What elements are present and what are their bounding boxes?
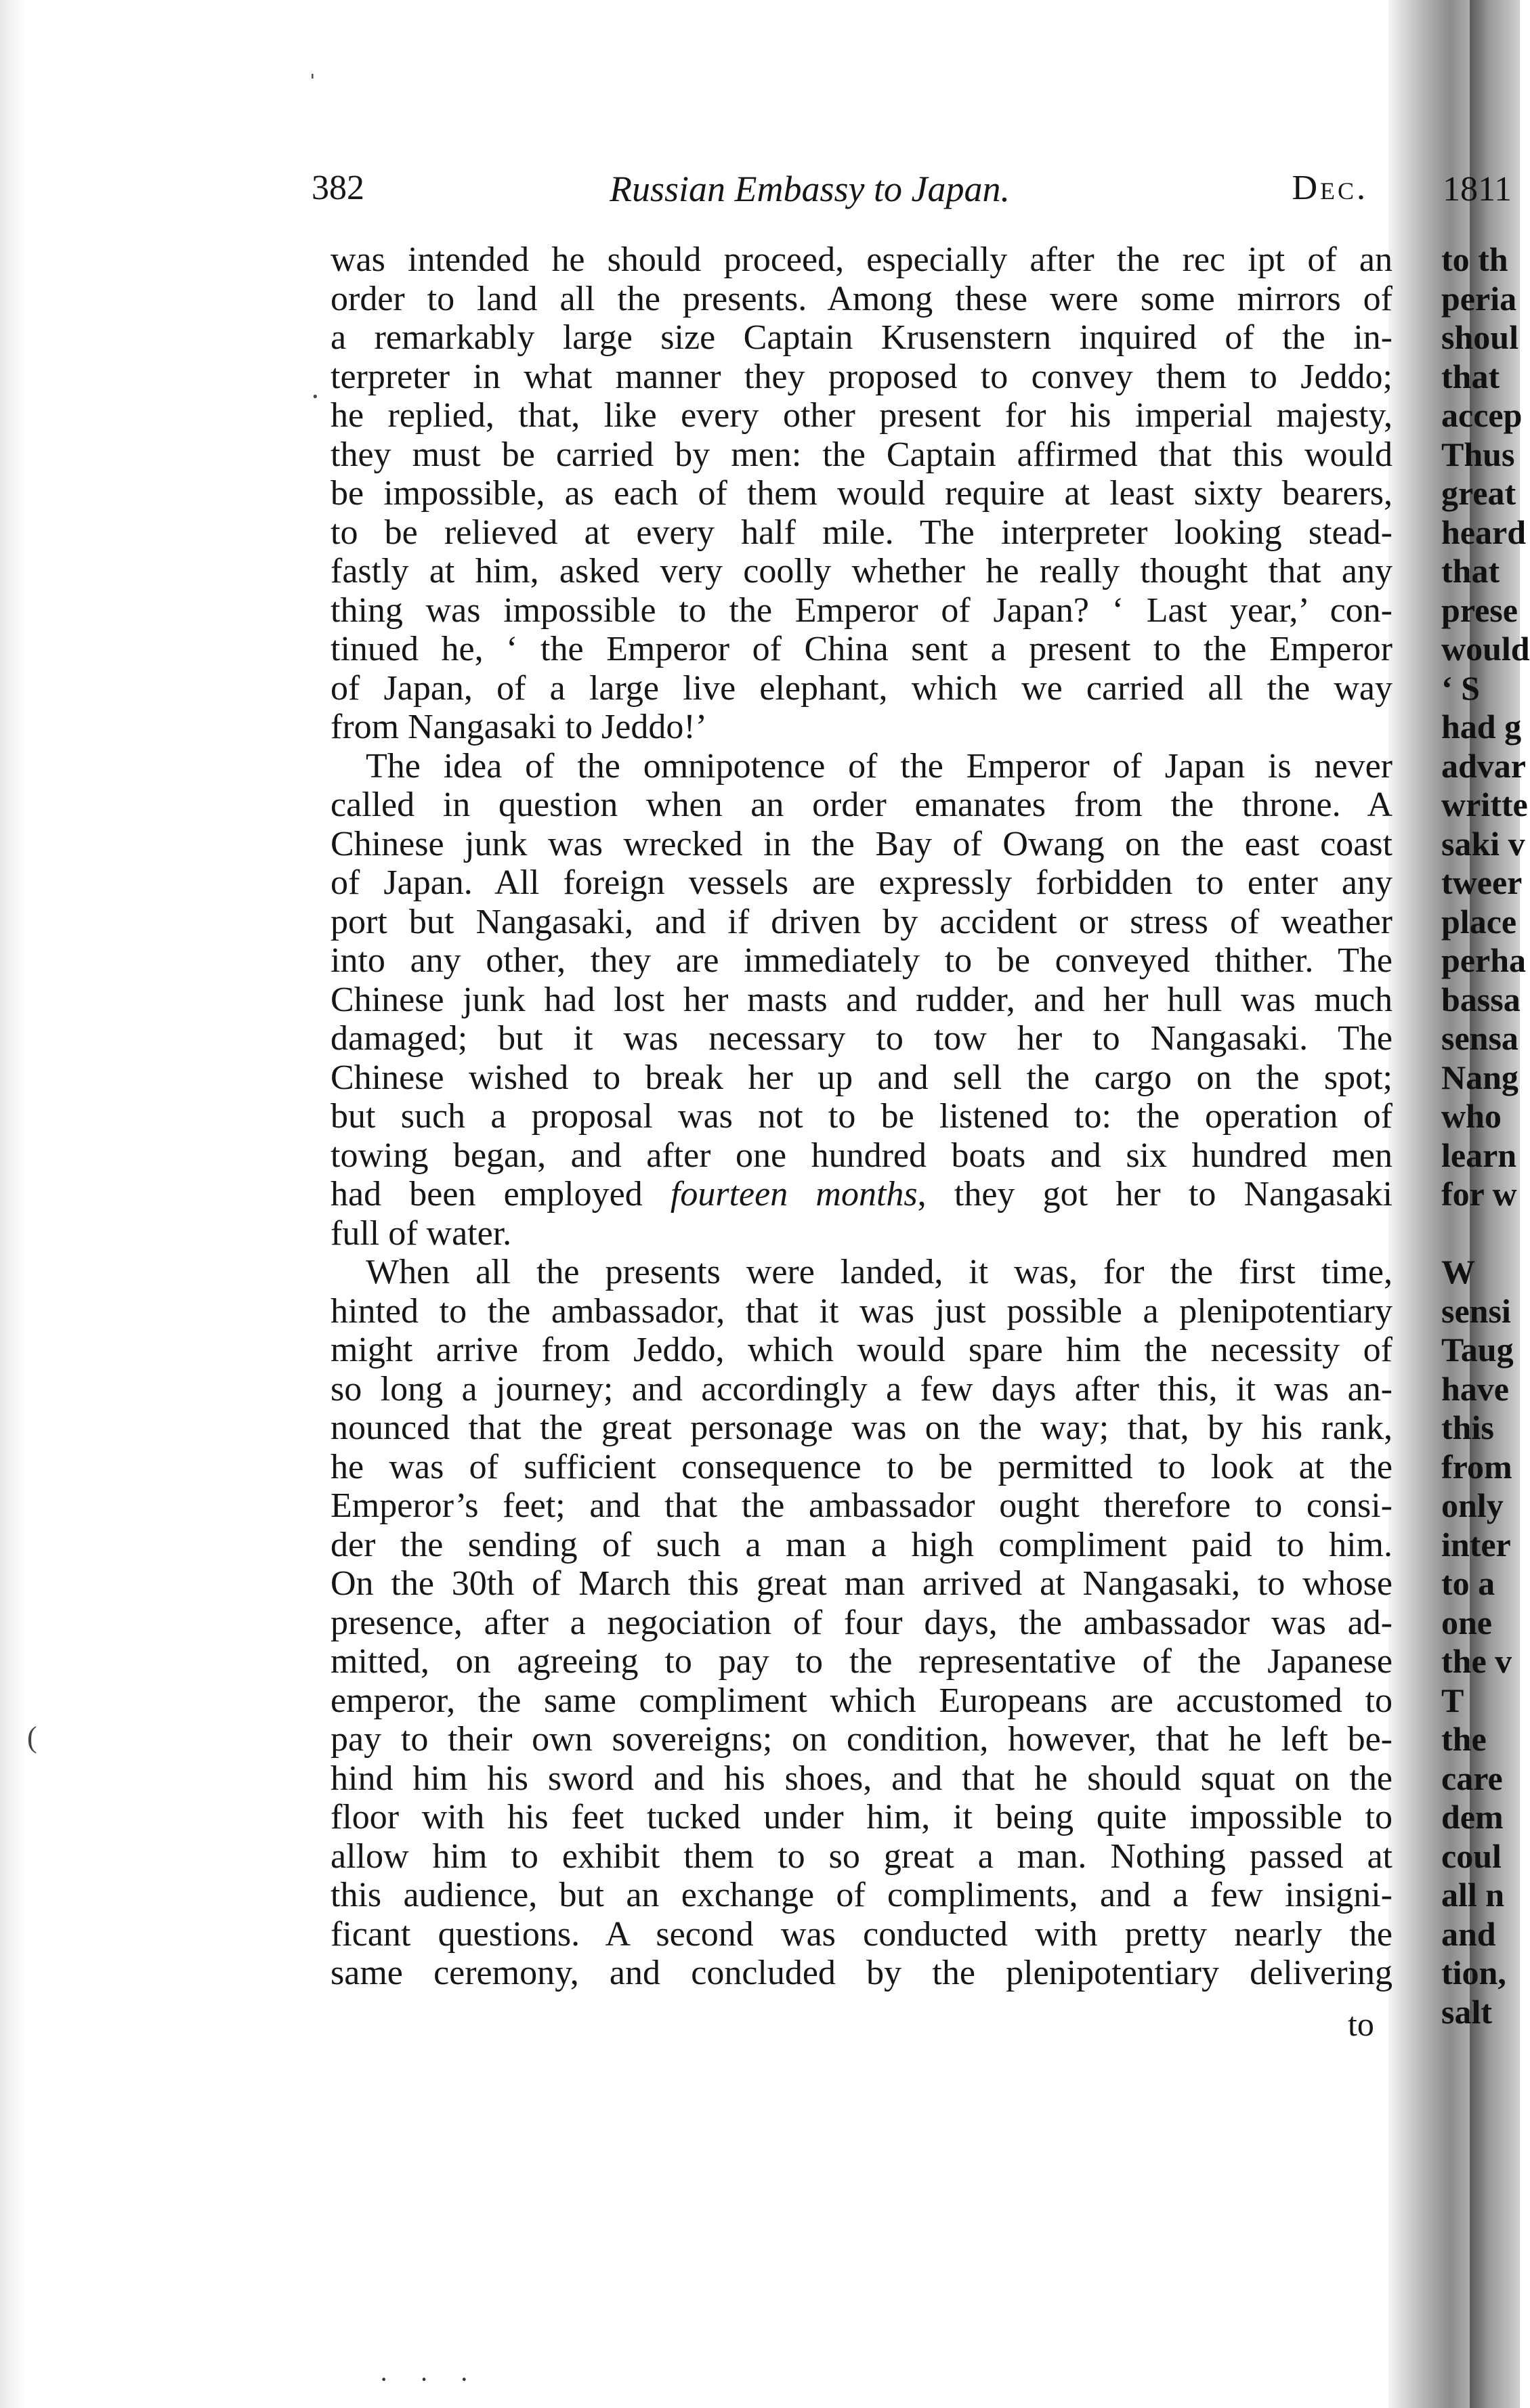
text-line: towing began, and after one hundred boats and six hundred men: [331, 1136, 1393, 1175]
text-line: Chinese junk was wrecked in the Bay of Owang on the east coast: [331, 824, 1393, 863]
facing-page-line: prese: [1441, 590, 1518, 629]
facing-page-line: this: [1441, 1409, 1494, 1446]
facing-page-line: Thus: [1441, 435, 1515, 473]
text-line: but such a proposal was not to be listened to: the operation of: [331, 1097, 1393, 1136]
paragraph-3: [331, 1253, 1393, 1993]
body-text: [331, 240, 1393, 1993]
catchword: to: [1348, 2005, 1374, 2043]
margin-dot-mark: ·: [310, 380, 320, 413]
text-line: this audience, but an exchange of compliments, and a few insigni-: [331, 1876, 1393, 1914]
text-line: Emperor’s feet; and that the ambassador ought therefore to consi-: [331, 1486, 1393, 1525]
facing-page-line: had g: [1441, 708, 1522, 746]
text-line: same ceremony, and concluded by the plenipotentiary delivering: [331, 1954, 1393, 1992]
facing-page-line: great: [1441, 474, 1516, 512]
facing-page-line: bassa: [1441, 980, 1521, 1018]
text-line: so long a journey; and accordingly a few days after this, it was an-: [331, 1369, 1393, 1409]
text-line: to be relieved at every half mile. The interpreter looking stead-: [331, 513, 1393, 552]
text-line: be impossible, as each of them would require at least sixty bearers,: [331, 474, 1393, 513]
text-line: of Japan, of a large live elephant, which we carried all the way: [331, 668, 1393, 708]
text-line: a remarkably large size Captain Krusenstern inquired of the in-: [331, 318, 1393, 357]
text-line: port but Nangasaki, and if driven by accident or stress of weather: [331, 902, 1393, 941]
paragraph-1: [331, 240, 1393, 747]
text-line: he replied, that, like every other present for his imperial majesty,: [331, 396, 1393, 435]
running-title: Russian Embassy to Japan.: [610, 169, 1010, 209]
facing-page-line: coul: [1441, 1836, 1502, 1875]
text-line: Chinese wished to break her up and sell the cargo on the spot;: [331, 1058, 1393, 1097]
facing-page-line: tion,: [1441, 1954, 1506, 1992]
text-line: presence, after a negociation of four days, the ambassador was ad-: [331, 1603, 1393, 1642]
facing-page-line: all n: [1441, 1876, 1505, 1914]
text-line: ficant questions. A second was conducted with pretty nearly the: [331, 1914, 1393, 1954]
facing-page-line: tweer: [1441, 863, 1523, 901]
text-line: der the sending of such a man a high compliment paid to him.: [331, 1525, 1393, 1564]
facing-page-line: learn: [1441, 1136, 1517, 1174]
facing-page-line: care: [1441, 1759, 1503, 1797]
facing-page-line: that: [1441, 357, 1500, 395]
emphasized-text-line: had been employed fourteen months, they got her to Nangasaki: [331, 1175, 1393, 1213]
facing-page-line: advar: [1441, 746, 1526, 785]
facing-page-line: writte: [1441, 786, 1528, 823]
text-line: On the 30th of March this great man arrived at Nangasaki, to whose: [331, 1564, 1393, 1603]
facing-page-line: for w: [1441, 1175, 1517, 1213]
text-line: hinted to the ambassador, that it was just possible a plenipotentiary: [331, 1291, 1393, 1331]
text-line: of Japan. All foreign vessels are expressly forbidden to enter any: [331, 863, 1393, 902]
text-line: allow him to exhibit them to so great a man. Nothing passed at: [331, 1836, 1393, 1876]
facing-page-line: have: [1441, 1369, 1509, 1408]
text-line: order to land all the presents. Among these were some mirrors of: [331, 279, 1393, 318]
facing-page-line: the: [1441, 1720, 1487, 1758]
running-head: [312, 168, 1368, 222]
facing-page-line: W: [1441, 1253, 1475, 1291]
facing-page-text: [1441, 240, 1530, 2031]
facing-page-line: heard: [1441, 513, 1526, 551]
facing-page-line: dem: [1441, 1798, 1504, 1836]
text-line: damaged; but it was necessary to tow her to Nangasaki. The: [331, 1019, 1393, 1058]
facing-page-line: sensi: [1441, 1291, 1511, 1330]
margin-tick-mark: ˈ: [307, 68, 318, 102]
text-line: was intended he should proceed, especially after the rec ipt of an: [331, 240, 1393, 279]
text-line: emperor, the same compliment which Europeans are accustomed to: [331, 1681, 1393, 1720]
facing-page-line: would: [1441, 630, 1530, 668]
facing-page-line: perha: [1441, 941, 1526, 979]
facing-page-line: place: [1441, 902, 1517, 941]
text-line: into any other, they are immediately to be conveyed thither. The: [331, 941, 1393, 980]
text-line: from Nangasaki to Jeddo!’: [331, 708, 707, 746]
text-line: thing was impossible to the Emperor of Japan? ‘ Last year,’ con-: [331, 590, 1393, 630]
facing-page-line: that: [1441, 552, 1500, 590]
facing-page-line: from: [1441, 1447, 1512, 1486]
facing-page-line: peria: [1441, 279, 1517, 318]
facing-page-line: saki v: [1441, 824, 1525, 863]
facing-page-line: Nang: [1441, 1058, 1518, 1096]
italic-emphasis: fourteen months: [670, 1175, 918, 1213]
text-line: pay to their own sovereigns; on condition, however, that he left be-: [331, 1720, 1393, 1759]
facing-page-line: and: [1441, 1914, 1496, 1953]
facing-page-line: ‘ S: [1441, 668, 1480, 707]
facing-page-line: sensa: [1441, 1019, 1518, 1057]
facing-page-line: Taug: [1441, 1331, 1514, 1369]
left-page-shadow: [0, 0, 27, 2408]
text-line: When all the presents were landed, it was, for the first time,: [366, 1253, 1393, 1291]
text-line: tinued he, ‘ the Emperor of China sent a present to the Emperor: [331, 630, 1393, 668]
facing-page-line: [1441, 1214, 1520, 1253]
facing-page-line: salt: [1441, 1992, 1492, 2031]
text-line: called in question when an order emanates from the throne. A: [331, 786, 1393, 824]
margin-bracket-mark: (: [27, 1721, 37, 1754]
text-line: Chinese junk had lost her masts and rudder, and her hull was much: [331, 980, 1393, 1019]
text-line: terpreter in what manner they proposed to convey them to Jeddo;: [331, 357, 1393, 396]
facing-page-line: to th: [1441, 240, 1508, 278]
text-line: they must be carried by men: the Captain affirmed that this would: [331, 435, 1393, 474]
text-line: mitted, on agreeing to pay to the representative of the Japanese: [331, 1642, 1393, 1681]
facing-page-line: accep: [1441, 396, 1523, 434]
facing-page-line: one: [1441, 1603, 1492, 1641]
facing-page-line: to a: [1441, 1564, 1495, 1602]
running-month: Dec.: [1292, 169, 1368, 207]
text-line: he was of sufficient consequence to be permitted to look at the: [331, 1447, 1393, 1486]
facing-page-line: inter: [1441, 1525, 1511, 1564]
text-line: might arrive from Jeddo, which would spare him the necessity of: [331, 1331, 1393, 1369]
paragraph-2: [331, 747, 1393, 1253]
page-number: 382: [312, 169, 364, 207]
facing-page-line: shoul: [1441, 318, 1518, 356]
facing-page-header: 1811: [1443, 170, 1512, 209]
facing-page-line: who: [1441, 1097, 1502, 1135]
text-line: fastly at him, asked very coolly whether he really thought that any: [331, 552, 1393, 590]
text-line: hind him his sword and his shoes, and that he should squat on the: [331, 1759, 1393, 1798]
bottom-scan-marks: · · ·: [379, 2364, 481, 2394]
facing-page-line: only: [1441, 1486, 1504, 1524]
text-line: nounced that the great personage was on the way; that, by his rank,: [331, 1409, 1393, 1447]
facing-page-line: T: [1441, 1681, 1464, 1719]
facing-page-line: the v: [1441, 1642, 1512, 1680]
text-line: The idea of the omnipotence of the Emperor of Japan is never: [366, 746, 1393, 786]
text-line: floor with his feet tucked under him, it being quite impossible to: [331, 1798, 1393, 1836]
text-line: full of water.: [331, 1213, 512, 1253]
